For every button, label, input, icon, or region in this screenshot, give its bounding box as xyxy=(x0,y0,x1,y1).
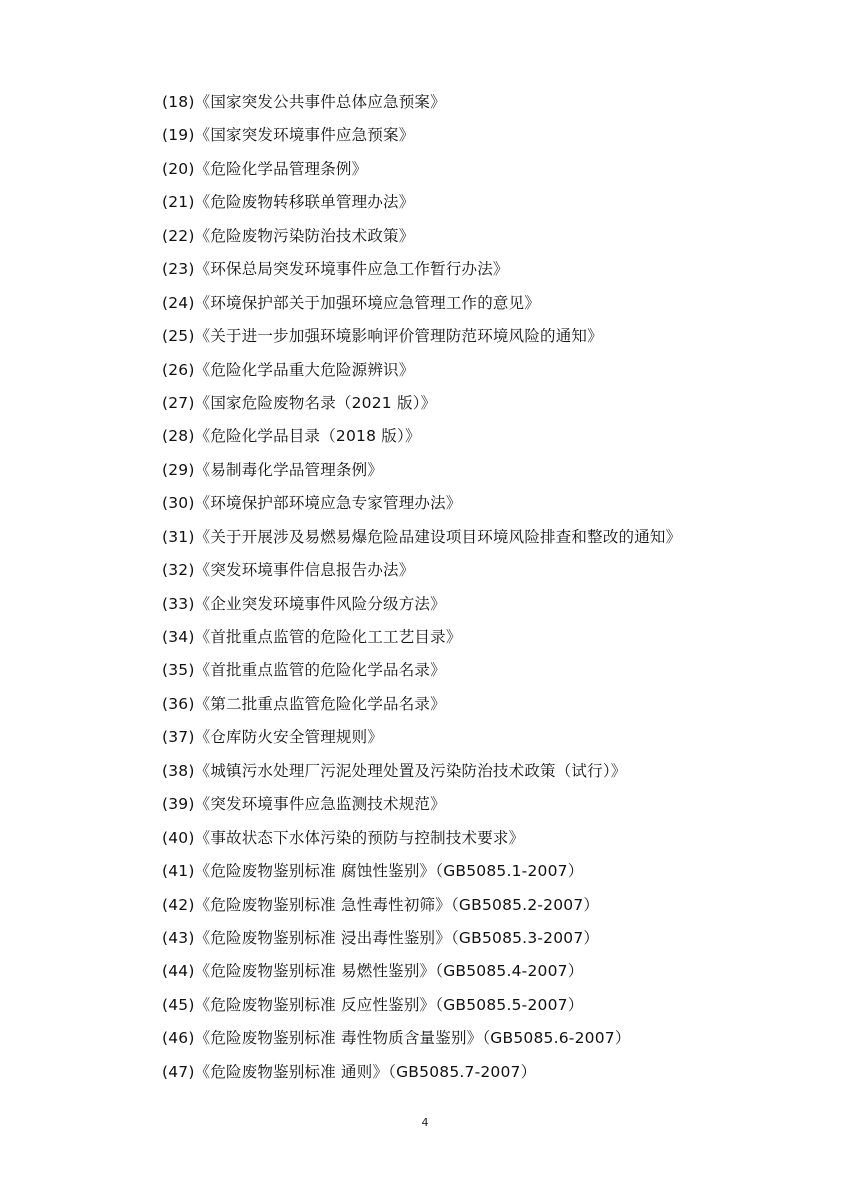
reference-item-39: (39)《突发环境事件应急监测技术规范》 xyxy=(162,795,446,814)
reference-item-34: (34)《首批重点监管的危险化工工艺目录》 xyxy=(162,628,462,646)
reference-item-43: (43)《危险废物鉴别标准 浸出毒性鉴别》（GB5085.3-2007） xyxy=(162,928,600,947)
reference-item-21: (21)《危险废物转移联单管理办法》 xyxy=(162,193,415,212)
reference-item-38: (38)《城镇污水处理厂污泥处理处置及污染防治技术政策（试行）》 xyxy=(162,761,627,780)
reference-item-31: (31)《关于开展涉及易燃易爆危险品建设项目环境风险排查和整改的通知》 xyxy=(162,527,682,546)
reference-item-23: (23)《环保总局突发环境事件应急工作暂行办法》 xyxy=(162,260,509,279)
reference-item-32: (32)《突发环境事件信息报告办法》 xyxy=(162,561,415,580)
reference-item-37: (37)《仓库防火安全管理规则》 xyxy=(162,728,384,747)
reference-item-41: (41)《危险废物鉴别标准 腐蚀性鉴别》（GB5085.1-2007） xyxy=(162,862,584,881)
reference-item-44: (44)《危险废物鉴别标准 易燃性鉴别》（GB5085.4-2007） xyxy=(162,962,584,981)
reference-item-27: (27)《国家危险废物名录（2021 版）》 xyxy=(162,393,437,412)
reference-item-28: (28)《危险化学品目录（2018 版）》 xyxy=(162,427,421,446)
reference-item-40: (40)《事故状态下水体污染的预防与控制技术要求》 xyxy=(162,828,525,847)
reference-item-42: (42)《危险废物鉴别标准 急性毒性初筛》（GB5085.2-2007） xyxy=(162,895,600,914)
reference-item-47: (47)《危险废物鉴别标准 通则》（GB5085.7-2007） xyxy=(162,1062,537,1081)
reference-item-33: (33)《企业突发环境事件风险分级方法》 xyxy=(162,594,446,613)
reference-list xyxy=(162,88,802,1091)
reference-item-29: (29)《易制毒化学品管理条例》 xyxy=(162,460,384,479)
reference-item-18: (18)《国家突发公共事件总体应急预案》 xyxy=(162,93,446,111)
reference-item-26: (26)《危险化学品重大危险源辨识》 xyxy=(162,360,415,379)
reference-item-45: (45)《危险废物鉴别标准 反应性鉴别》（GB5085.5-2007） xyxy=(162,995,584,1014)
reference-item-24: (24)《环境保护部关于加强环境应急管理工作的意见》 xyxy=(162,293,541,312)
reference-item-36: (36)《第二批重点监管危险化学品名录》 xyxy=(162,694,446,713)
reference-item-19: (19)《国家突发环境事件应急预案》 xyxy=(162,126,415,145)
reference-item-35: (35)《首批重点监管的危险化学品名录》 xyxy=(162,661,446,680)
reference-item-20: (20)《危险化学品管理条例》 xyxy=(162,159,368,178)
reference-item-22: (22)《危险废物污染防治技术政策》 xyxy=(162,226,415,245)
reference-item-46: (46)《危险废物鉴别标准 毒性物质含量鉴别》（GB5085.6-2007） xyxy=(162,1029,631,1048)
page-number: 4 xyxy=(421,1116,429,1129)
reference-item-30: (30)《环境保护部环境应急专家管理办法》 xyxy=(162,494,462,513)
reference-item-25: (25)《关于进一步加强环境影响评价管理防范环境风险的通知》 xyxy=(162,327,603,346)
